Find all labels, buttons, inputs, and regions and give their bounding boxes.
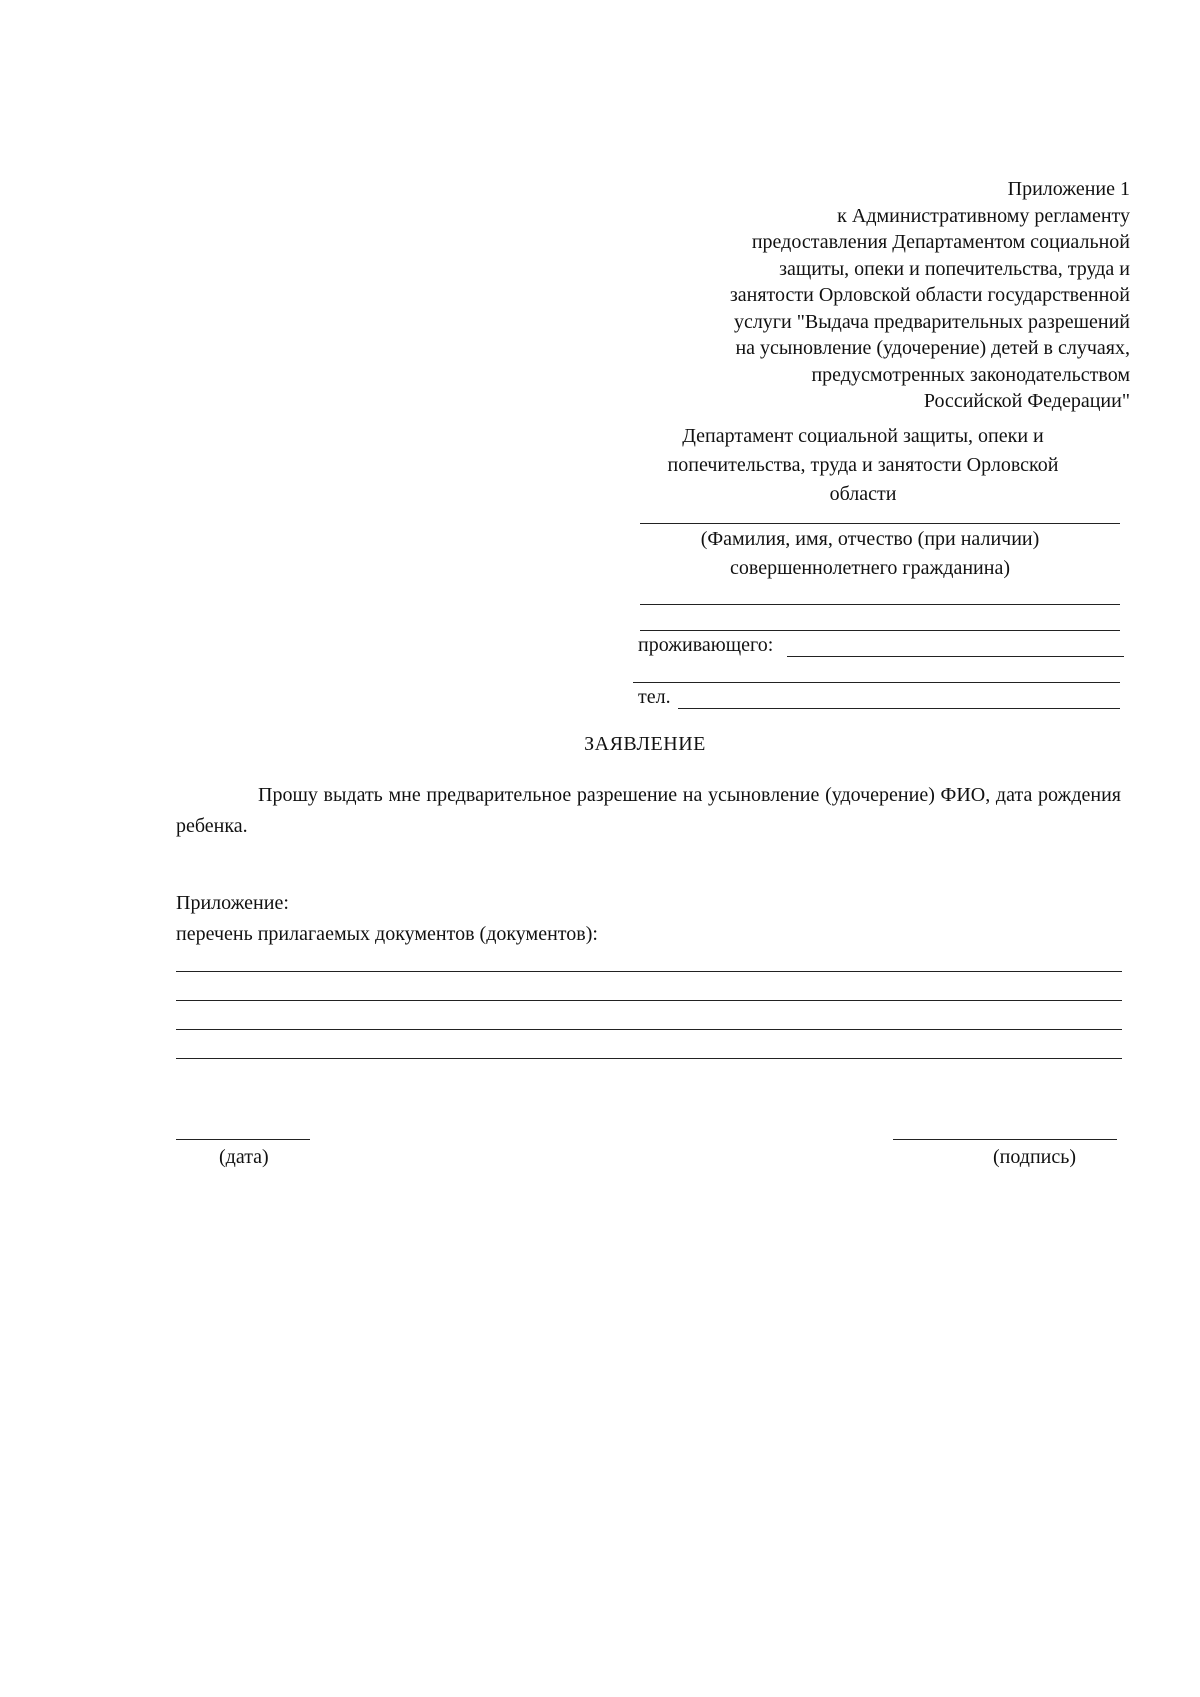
attachment-line[interactable] bbox=[176, 1029, 1122, 1030]
attachments-heading: Приложение: bbox=[176, 892, 289, 914]
caption-line: совершеннолетнего гражданина) bbox=[730, 557, 1010, 579]
applicant-name-line[interactable] bbox=[640, 523, 1120, 524]
attachments-block bbox=[176, 888, 598, 950]
addressee-block bbox=[628, 422, 1098, 509]
applicant-name-caption bbox=[640, 525, 1100, 583]
attachment-line[interactable] bbox=[176, 971, 1122, 972]
residence-continuation-line[interactable] bbox=[633, 682, 1120, 683]
appendix-line: Приложение 1 bbox=[1007, 178, 1130, 200]
addressee-line: попечительства, труда и занятости Орловской bbox=[667, 454, 1059, 476]
signature-field-line[interactable] bbox=[893, 1139, 1117, 1140]
document-title: ЗАЯВЛЕНИЕ bbox=[584, 733, 706, 755]
residence-label: проживающего: bbox=[638, 634, 774, 656]
applicant-name-blank-line[interactable] bbox=[640, 604, 1120, 605]
appendix-line: на усыновление (удочерение) детей в случаях, bbox=[735, 337, 1130, 359]
appendix-line: к Административному регламенту bbox=[837, 204, 1130, 227]
request-text: Прошу выдать мне предварительное разрешение на усыновление (удочерение) ФИО, дата рождения ребенка. bbox=[176, 784, 1121, 837]
attachments-list-label: перечень прилагаемых документов (документов): bbox=[176, 923, 598, 945]
appendix-header bbox=[600, 176, 1130, 415]
signature-label: (подпись) bbox=[993, 1146, 1077, 1168]
date-field-line[interactable] bbox=[176, 1139, 310, 1140]
appendix-line: защиты, опеки и попечительства, труда и bbox=[779, 257, 1130, 280]
appendix-line: услуги "Выдача предварительных разрешений bbox=[733, 310, 1130, 333]
attachment-line[interactable] bbox=[176, 1000, 1122, 1001]
appendix-line: Российской Федерации" bbox=[923, 390, 1130, 412]
attachment-line[interactable] bbox=[176, 1058, 1122, 1059]
addressee-line: Департамент социальной защиты, опеки и bbox=[682, 425, 1044, 447]
appendix-line: предоставления Департаментом социальной bbox=[751, 231, 1130, 253]
date-label: (дата) bbox=[219, 1146, 269, 1168]
residence-field-line[interactable] bbox=[787, 656, 1124, 657]
phone-label: тел. bbox=[638, 686, 671, 708]
appendix-line: предусмотренных законодательством bbox=[811, 363, 1130, 386]
appendix-line: занятости Орловской области государственной bbox=[729, 284, 1130, 306]
caption-line: (Фамилия, имя, отчество (при наличии) bbox=[700, 528, 1040, 550]
addressee-line: области bbox=[829, 483, 897, 505]
applicant-name-blank-line[interactable] bbox=[640, 630, 1120, 631]
phone-field-line[interactable] bbox=[678, 708, 1120, 709]
